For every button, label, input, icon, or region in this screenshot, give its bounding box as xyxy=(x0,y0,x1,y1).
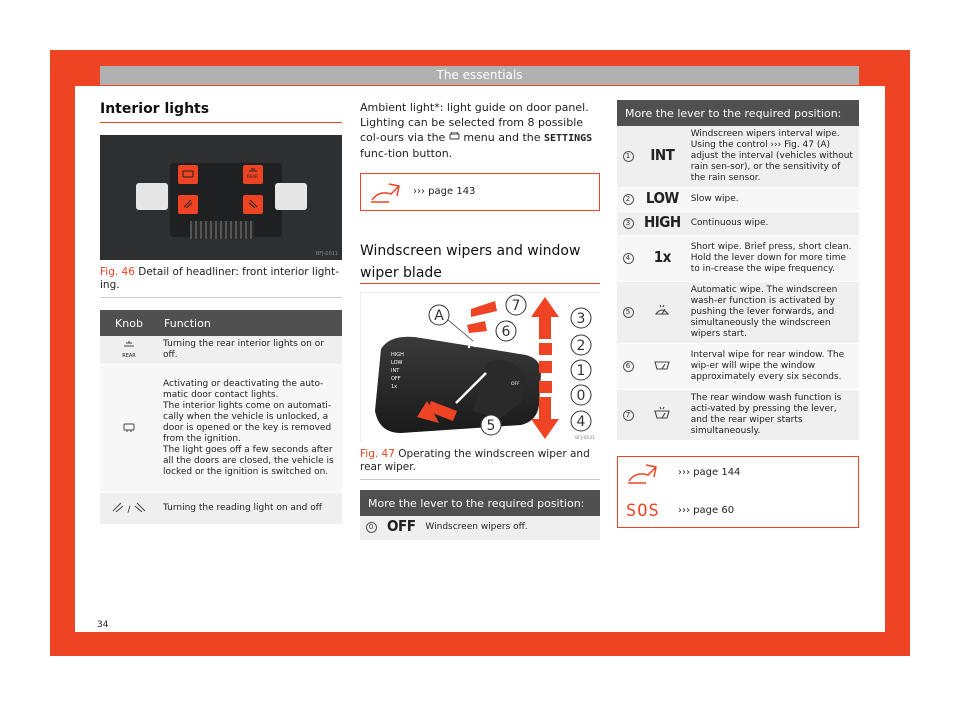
row-number: 7 xyxy=(623,410,634,421)
section-title-wipers: Windscreen wipers and window wiper blade xyxy=(360,243,581,281)
figure-46-caption-text: Detail of headliner: front interior light-ing. xyxy=(100,266,339,291)
position-word: INT xyxy=(650,145,675,164)
note-box-144-60 xyxy=(617,456,859,528)
position-word: OFF xyxy=(387,516,416,535)
settings-word: SETTINGS xyxy=(544,133,593,144)
table-row xyxy=(617,282,859,344)
right-column xyxy=(617,86,859,521)
box-2 xyxy=(539,343,552,355)
book-reference-icon xyxy=(369,180,409,206)
rear-button-label: REAR xyxy=(247,174,258,179)
sos-label: SOS xyxy=(626,501,660,521)
callout-a: A xyxy=(434,308,444,324)
figure-47-code: BFJ-0031 xyxy=(575,436,595,441)
reading-light-separator: / xyxy=(127,504,131,515)
table-row xyxy=(100,365,342,493)
section-rule xyxy=(100,122,342,123)
col-function: Function xyxy=(158,310,342,336)
figure-47-caption xyxy=(360,448,600,474)
row-number: 2 xyxy=(623,194,634,205)
figure-46-code: BFJ-0011 xyxy=(315,251,338,257)
section-title-interior-lights: Interior lights xyxy=(100,101,210,117)
table-row xyxy=(100,336,342,365)
callout-1: 1 xyxy=(576,363,586,379)
rear-window-wipe-icon xyxy=(653,359,671,371)
left-reading-button xyxy=(178,195,198,214)
table-row xyxy=(360,516,600,540)
lever-label-high: HIGH xyxy=(391,352,404,358)
figure-46-label: Fig. 46 xyxy=(100,266,135,278)
position-word: LOW xyxy=(645,188,679,207)
ambient-light-text: Ambient light*: light guide on door panel. Lighting can be selected from 8 possible col-ours via the menu and the SETTINGS func-tion button. xyxy=(360,101,593,160)
lever-label-low: LOW xyxy=(391,360,403,366)
lever-position-table-2 xyxy=(617,100,859,441)
table-row xyxy=(617,188,859,212)
car-menu-icon xyxy=(449,132,460,141)
wiper-lever-diagram xyxy=(361,293,601,443)
door-contact-light-icon xyxy=(122,422,136,432)
rear-light-button xyxy=(243,165,263,184)
rear-icon-label: REAR xyxy=(122,353,136,359)
windscreen-wash-icon xyxy=(654,304,670,318)
row-text: Windscreen wipers interval wipe. Using the control ››› Fig. 47 (A) adjust the interval (vehicles without rain sen-sor), or the sensitivity of the rain sensor. xyxy=(686,126,859,188)
page-ref-144[interactable]: ››› page 144 xyxy=(678,467,741,478)
callout-5: 5 xyxy=(486,418,496,434)
figure-47-image xyxy=(360,292,600,442)
row-text: Continuous wipe. xyxy=(686,212,859,236)
row-function: Turning the reading light on and off xyxy=(158,493,342,525)
middle-column xyxy=(360,86,600,535)
lamp-right xyxy=(275,183,307,210)
rear-interior-light-icon xyxy=(121,341,137,349)
table-row xyxy=(100,493,342,525)
box-0 xyxy=(539,381,552,393)
row-number: 4 xyxy=(623,253,634,264)
lever-label-int: INT xyxy=(391,368,400,374)
interior-lights-table xyxy=(100,310,342,525)
table-row xyxy=(617,344,859,390)
callout-0: 0 xyxy=(576,388,586,404)
row-text: The rear window wash function is acti-vated by pressing the lever, and the rear wiper starts simultaneously. xyxy=(686,390,859,441)
box-1 xyxy=(539,361,552,373)
lever-table-header: More the lever to the required position: xyxy=(617,100,859,126)
row-number: 0 xyxy=(366,522,377,533)
table-row xyxy=(617,212,859,236)
row-text: Slow wipe. xyxy=(686,188,859,212)
reading-light-right-icon xyxy=(133,502,147,512)
callout-3: 3 xyxy=(576,311,586,327)
col-knob: Knob xyxy=(100,310,158,336)
left-column xyxy=(100,86,342,525)
row-number: 1 xyxy=(623,151,634,162)
lever-table-header: More the lever to the required position: xyxy=(360,490,600,516)
callout-7: 7 xyxy=(511,298,521,314)
rear-window-wash-icon xyxy=(653,406,671,420)
row-number: 5 xyxy=(623,307,634,318)
reading-light-left-icon xyxy=(111,502,125,512)
page-ref-60[interactable]: ››› page 60 xyxy=(678,505,735,516)
row-text: Automatic wipe. The windscreen wash-er function is activated by pushing the lever forwards, and simultaneously the windscreen wipers start. xyxy=(686,282,859,344)
lever-label-1x: 1x xyxy=(391,384,398,390)
callout-4: 4 xyxy=(576,414,586,430)
row-function: Activating or deactivating the auto-matic door contact lights. The interior lights come on automati-cally when the vehicle is unlocked, a door is opened or the key is removed from the ignition. The light goes off a few seconds after all the doors are closed, the vehicle is locked or the ignition is switched on. xyxy=(158,365,342,493)
page-ref-143[interactable]: ››› page 143 xyxy=(413,186,476,197)
callout-6: 6 xyxy=(501,324,511,340)
right-reading-button xyxy=(243,195,263,214)
page-number: 34 xyxy=(97,620,109,630)
row-number: 3 xyxy=(623,218,634,229)
speaker-grille xyxy=(190,221,254,239)
lever-label-off: OFF xyxy=(391,376,401,382)
book-reference-icon xyxy=(626,461,666,487)
note-box-143 xyxy=(360,173,600,211)
callout-2: 2 xyxy=(576,338,586,354)
row-text: Windscreen wipers off. xyxy=(420,516,600,540)
row-function: Turning the rear interior lights on or off. xyxy=(158,336,342,365)
figure-47-label: Fig. 47 xyxy=(360,448,395,460)
figure-46-caption xyxy=(100,266,342,292)
running-header: The essentials xyxy=(100,66,859,85)
row-text: Interval wipe for rear window. The wip-er will wipe the window approximately every six seconds. xyxy=(686,344,859,390)
row-text: Short wipe. Brief press, short clean. Hold the lever down for more time to in-crease the wipe frequency. xyxy=(686,236,859,282)
figure-46-image xyxy=(100,135,342,260)
table-row xyxy=(617,390,859,441)
lever-label-off-end: OFF xyxy=(511,382,520,387)
row-number: 6 xyxy=(623,361,634,372)
lamp-left xyxy=(136,183,168,210)
table-row xyxy=(617,126,859,188)
door-contact-button xyxy=(178,165,198,184)
position-word: HIGH xyxy=(644,212,681,231)
figure-47-caption-text: Operating the windscreen wiper and rear wiper. xyxy=(360,448,590,473)
position-word: 1x xyxy=(653,247,671,266)
lever-position-table-1 xyxy=(360,490,600,541)
table-row xyxy=(617,236,859,282)
